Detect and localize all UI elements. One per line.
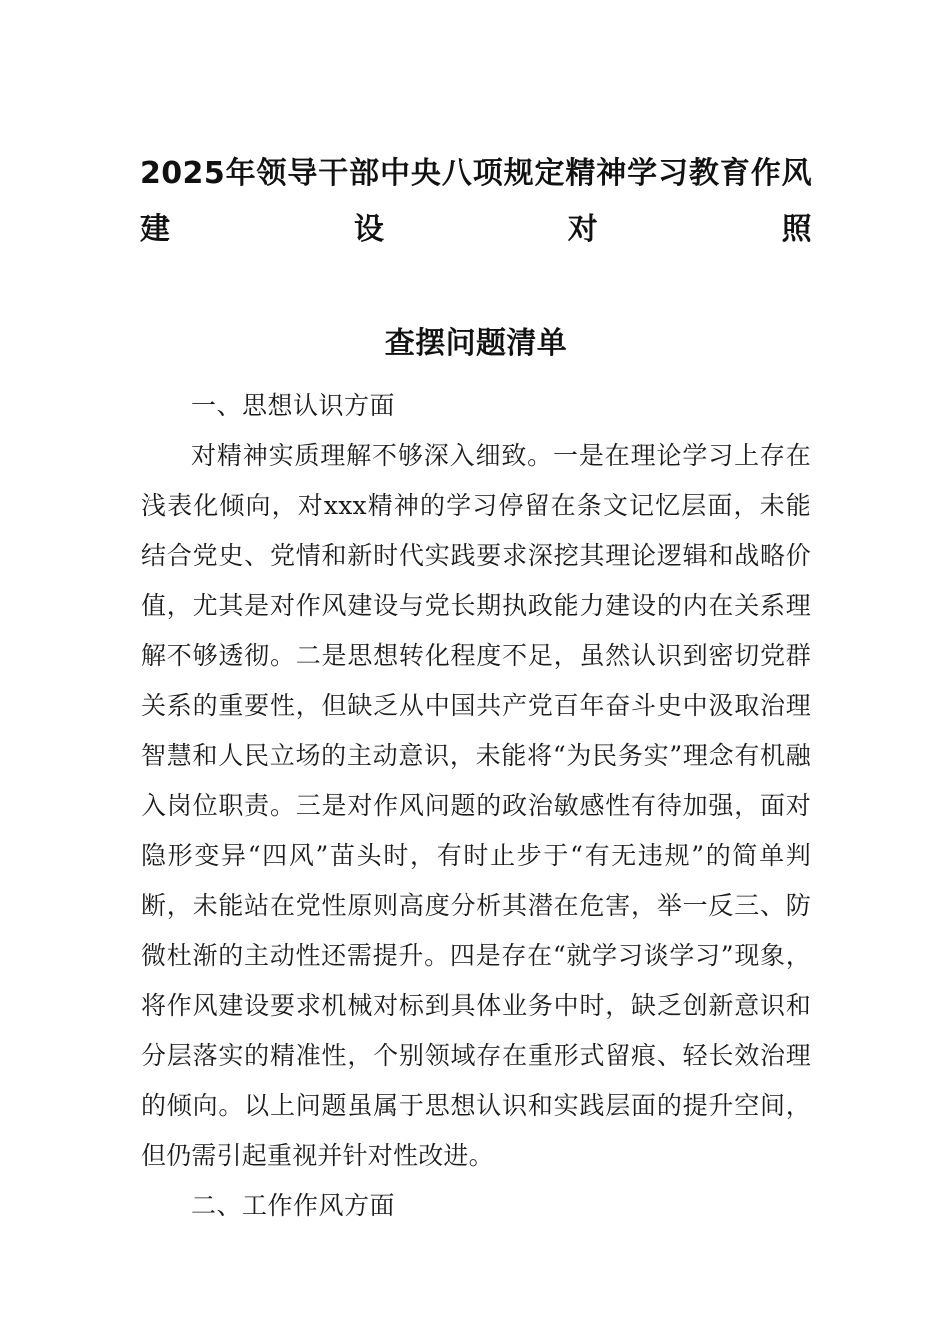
document-title-line-2: 查摆问题清单 (384, 326, 568, 361)
document-title-line-1: 2025年领导干部中央八项规定精神学习教育作风建设对照 (140, 156, 812, 247)
section-heading-2: 二、工作作风方面 (191, 1191, 396, 1220)
document-title (140, 146, 812, 372)
section-1-paragraph-1: 对精神实质理解不够深入细致。一是在理论学习上存在浅表化倾向，对xxx精神的学习停留在条文记忆层面，未能结合党史、党情和新时代实践要求深挖其理论逻辑和战略价值，尤其是对作风建设与党长期执政能力建设的内在关系理解不够透彻。二是思想转化程度不足，虽然认识到密切党群关系的重要性，但缺乏从中国共产党百年奋斗史中汲取治理智慧和人民立场的主动意识，未能将“为民务实”理念有机融入岗位职责。三是对作风问题的政治敏感性有待加强，面对隐形变异“四风”苗头时，有时止步于“有无违规”的简单判断，未能站在党性原则高度分析其潜在危害，举一反三、防微杜渐的主动性还需提升。四是存在“就学习谈学习”现象，将作风建设要求机械对标到具体业务中时，缺乏创新意识和分层落实的精准性，个别领域存在重形式留痕、轻长效治理的倾向。以上问题虽属于思想认识和实践层面的提升空间，但仍需引起重视并针对性改进。 (141, 441, 811, 1170)
section-heading-1: 一、思想认识方面 (191, 391, 396, 420)
document-body (141, 381, 811, 1231)
